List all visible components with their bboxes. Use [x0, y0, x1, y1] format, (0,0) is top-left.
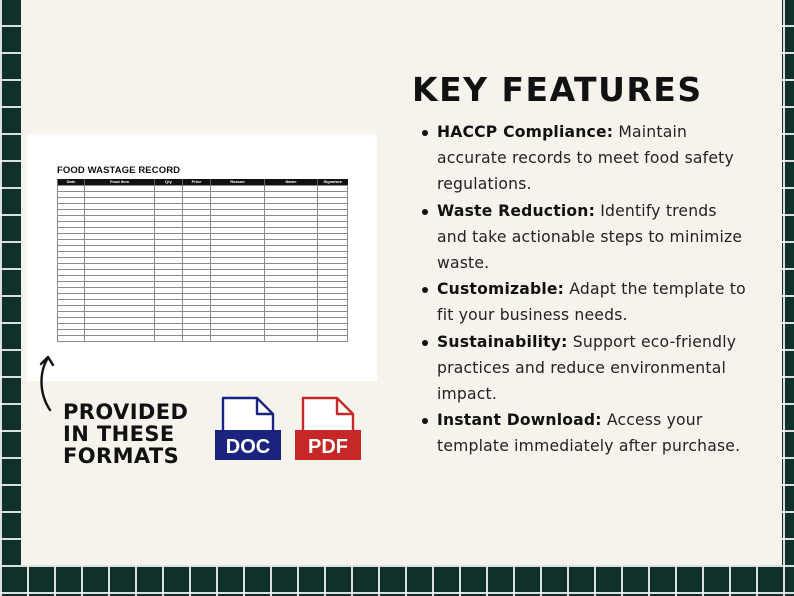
preview-table-cell	[183, 336, 211, 342]
key-features-heading: KEY FEATURES	[412, 70, 703, 109]
pdf-file-icon	[293, 396, 363, 472]
preview-table-cell	[318, 336, 348, 342]
preview-table	[57, 179, 348, 342]
feature-name: Sustainability:	[437, 332, 568, 351]
formats-caption-line: IN THESE	[63, 422, 175, 446]
doc-label: DOC	[225, 436, 271, 458]
feature-name: Customizable:	[437, 280, 565, 299]
preview-table-cell	[265, 336, 318, 342]
column-header-date: Date	[58, 179, 85, 186]
feature-item	[418, 119, 748, 198]
feature-item	[418, 276, 748, 328]
preview-table-cell	[58, 336, 85, 342]
feature-name: Instant Download:	[437, 411, 602, 430]
column-header-name: Name	[265, 179, 318, 186]
preview-title: FOOD WASTAGE RECORD	[57, 165, 181, 176]
preview-table-cell	[211, 336, 265, 342]
column-header-food-item: Food Item	[85, 179, 155, 186]
formats-caption	[63, 401, 223, 467]
formats-caption-line: PROVIDED	[63, 400, 189, 424]
preview-table-body	[58, 186, 348, 342]
feature-item	[418, 407, 748, 459]
feature-item	[418, 198, 748, 277]
pdf-label: PDF	[308, 436, 348, 458]
column-header-qty: Qty	[155, 179, 183, 186]
preview-table-cell	[85, 336, 155, 342]
feature-text: Support eco-friendly practices and reduce environmental impact.	[437, 332, 737, 404]
feature-text: Identify trends and take actionable steps to minimize waste.	[437, 201, 743, 273]
feature-text: Access your template immediately after purchase.	[437, 411, 741, 456]
preview-table-row	[58, 336, 348, 342]
column-header-signature: Signature	[318, 179, 348, 186]
preview-table-cell	[155, 336, 183, 342]
feature-name: HACCP Compliance:	[437, 123, 614, 141]
feature-text: Adapt the template to fit your business needs.	[437, 280, 746, 325]
feature-item	[418, 329, 748, 408]
doc-file-icon	[213, 396, 283, 472]
feature-name: Waste Reduction:	[437, 201, 596, 220]
column-header-reason: Reason	[211, 179, 265, 186]
column-header-price: Price	[183, 179, 211, 186]
features-list	[418, 119, 748, 460]
feature-text: Maintain accurate records to meet food safety regulations.	[437, 123, 734, 194]
formats-caption-line: FORMATS	[63, 444, 180, 468]
